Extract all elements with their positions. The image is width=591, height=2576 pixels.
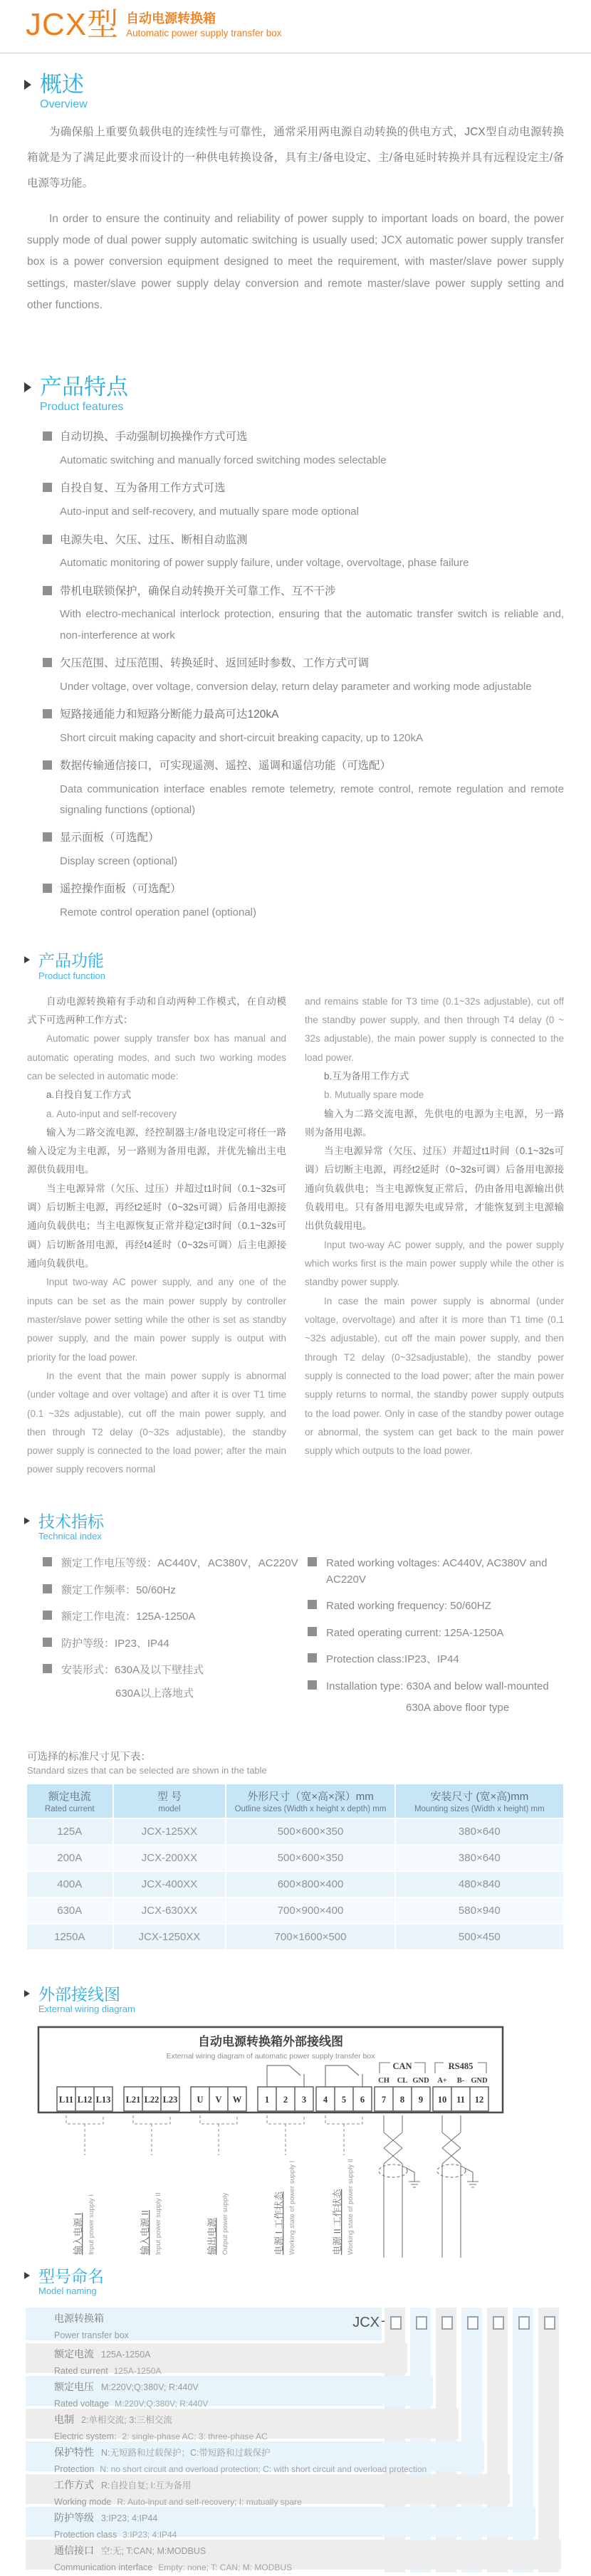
can-pin-label: CH: [378, 2076, 389, 2085]
naming-value-en: R: Auto-input and self-recovery; I: mutually spare: [117, 2497, 302, 2508]
naming-value-zh: N:无短路和过载保护；C:带短路和过载保护: [101, 2448, 271, 2459]
naming-label-en: Electric system:: [54, 2431, 117, 2442]
spec-en: Installation type: 630A and below wall-mounted: [326, 1680, 549, 1692]
technical-columns: [43, 1556, 564, 1727]
terminal-label: L22: [144, 2094, 159, 2105]
function-paragraph: b.互为备用工作方式: [324, 1070, 409, 1082]
table-cell: 500×600×350: [226, 1845, 394, 1870]
can-pin-label: GND: [412, 2076, 429, 2085]
table-cell: JCX-200XX: [114, 1845, 226, 1870]
spec-zh: 防护等级：IP23、IP44: [61, 1637, 169, 1650]
square-bullet-icon: [43, 483, 52, 492]
feature-zh: 自投自复、互为备用工作方式可选: [60, 482, 226, 495]
twisted-pair-icon: [379, 2115, 478, 2258]
spec-zh-line2: 630A以上落地式: [115, 1687, 194, 1700]
naming-row: [26, 2507, 535, 2540]
group-label-en: Input power supply II: [155, 2192, 162, 2255]
square-bullet-icon: [43, 431, 52, 441]
table-cell: 630A: [27, 1898, 113, 1923]
terminal-label: L21: [125, 2094, 141, 2105]
function-paragraph: 当主电源异常（欠压、过压）并超过t1时间（0.1~32s可调）后切断主电源，再经t2延时（0~32s可调）后备用电源接通向负载供电；当主电源恢复正常后，仍由备用电源输出供负载用电。只有备用电源失电或异常，才能恢复到主电源输出供负载用电。: [305, 1146, 564, 1232]
table-cell: 380×640: [396, 1845, 563, 1870]
feature-en: With electro-mechanical interlock protection, ensuring that the automatic transfer switch is reliable and, non-interference at work: [60, 608, 564, 642]
section-arrow-icon: [24, 1990, 30, 1997]
product-title-zh: 自动电源转换箱: [126, 11, 216, 26]
feature-en: Auto-input and self-recovery, and mutually spare mode optional: [60, 506, 359, 518]
rs485-pin-label: GND: [471, 2076, 488, 2085]
square-bullet-icon: [43, 1638, 52, 1647]
terminal-label: L11: [58, 2094, 74, 2105]
column-header: 安装尺寸 (宽×高)mm Mounting sizes (Width x height) mm: [396, 1784, 563, 1818]
section-title-en: Model naming: [38, 2286, 97, 2297]
terminal-label: L12: [77, 2094, 93, 2105]
group-label-en: Working state of power supply I: [288, 2160, 296, 2255]
product-title-en: Automatic power supply transfer box: [126, 27, 282, 38]
spec-en: Rated working frequency: 50/60HZ: [326, 1600, 491, 1613]
naming-label-zh: 额定电压: [54, 2381, 94, 2393]
feature-item: [43, 758, 564, 820]
section-technical-heading: [24, 1512, 565, 1543]
terminal-label: 4: [323, 2094, 328, 2105]
feature-zh: 短路接通能力和短路分断能力最高可达120kA: [60, 708, 279, 721]
section-title-en: Product features: [40, 400, 124, 413]
section-title-en: Technical index: [38, 1531, 102, 1542]
square-bullet-icon: [43, 709, 52, 718]
table-cell: 700×1600×500: [226, 1925, 394, 1949]
table-row: [27, 1845, 563, 1870]
feature-zh: 数据传输通信接口，可实现遥测、遥控、遥调和遥信功能（可选配）: [60, 759, 392, 772]
table-cell: JCX-630XX: [114, 1898, 226, 1923]
section-title-zh: 产品功能: [38, 951, 104, 970]
feature-item: [43, 706, 564, 748]
square-bullet-icon: [43, 832, 52, 842]
group-label-zh: 输入电源 I: [73, 2212, 83, 2255]
function-paragraph: Automatic power supply transfer box has manual and automatic operating modes, and such two working modes can be selected in automatic mode:: [27, 1033, 286, 1082]
naming-row: [26, 2474, 510, 2508]
naming-value-zh: M:220V;Q:380V; R:440V: [101, 2382, 199, 2393]
section-naming-heading: [24, 2267, 565, 2298]
group-label-zh: 输出电源: [206, 2217, 217, 2255]
table-cell: 480×840: [396, 1872, 563, 1897]
feature-item: [43, 881, 564, 923]
square-bullet-icon: [43, 760, 52, 770]
naming-row: [26, 2376, 433, 2409]
section-title-en: Product function: [38, 970, 105, 981]
feature-en: Data communication interface enables remote telemetry, remote control, remote regulation and remote signaling functions (optional): [60, 782, 564, 816]
terminal-label: 5: [341, 2094, 347, 2105]
function-columns: [27, 993, 564, 1480]
section-title-en: Overview: [40, 98, 88, 110]
table-cell: 500×450: [396, 1925, 563, 1949]
feature-item: [43, 829, 564, 871]
group-label-en: Input power supply I: [88, 2194, 95, 2255]
function-paragraph: 自动电源转换箱有手动和自动两种工作模式，在自动模式下可选两种工作方式：: [27, 995, 286, 1025]
group-label-zh: 电源 I 工作状态: [273, 2192, 284, 2255]
rs485-pin-label: A+: [437, 2076, 447, 2085]
model-prefix: JCX: [352, 2315, 380, 2331]
group-label-en: Working state of power supply II: [347, 2158, 355, 2255]
naming-value-en: 2: single-phase AC; 3: three-phase AC: [122, 2431, 268, 2442]
spec-en-line2: 630A above floor type: [406, 1702, 510, 1714]
feature-zh: 电源失电、欠压、过压、断相自动监测: [60, 533, 248, 546]
naming-label-en: Working mode: [54, 2497, 112, 2508]
table-row: [27, 1898, 563, 1923]
naming-value-zh: 空:无; T:CAN; M:MODBUS: [101, 2546, 206, 2557]
product-model: JCX型: [26, 7, 120, 42]
terminal-label: 3: [301, 2094, 307, 2105]
table-cell: 125A: [27, 1819, 113, 1844]
feature-list: [43, 429, 564, 923]
function-paragraph: Input two-way AC power supply, and the power supply which works first is the main power supply while the other is standby power supply.: [305, 1239, 564, 1288]
function-right-column: [305, 993, 564, 1480]
terminal-label: 1: [264, 2094, 270, 2105]
terminal-label: 12: [474, 2094, 484, 2105]
naming-row: [26, 2308, 382, 2340]
naming-row: [26, 2409, 459, 2442]
feature-en: Short circuit making capacity and short-circuit breaking capacity, up to 120kA: [60, 731, 423, 744]
naming-value-en: M:220V;Q:380V; R:440V: [115, 2399, 209, 2409]
table-cell: 700×900×400: [226, 1898, 394, 1923]
model-naming-ladder: [26, 2308, 564, 2572]
naming-row: [26, 2343, 407, 2377]
feature-item: [43, 583, 564, 646]
terminal-label: 6: [360, 2094, 365, 2105]
table-row: [27, 1925, 563, 1949]
naming-label-zh: 额定电流: [54, 2348, 94, 2360]
feature-en: Under voltage, over voltage, conversion delay, return delay parameter and working mode adjustable: [60, 680, 532, 693]
terminal-label: L23: [162, 2094, 178, 2105]
section-features-heading: [24, 375, 565, 414]
table-cell: JCX-1250XX: [114, 1925, 226, 1949]
table-cell: 500×600×350: [226, 1819, 394, 1844]
feature-item: [43, 532, 564, 574]
table-row: [27, 1872, 563, 1897]
column-header: 外形尺寸（宽×高×深）mm Outline sizes (Width x height x depth) mm: [226, 1784, 394, 1818]
function-paragraph: In case the main power supply is abnormal (under voltage, overvoltage) and after it is more than T1 time (0.1 ~32s adjustable), cut off the main power supply, and then through T2 delay (0~32sadjustable), the standby power supply is connected to the load power; after the main power supply returns to normal, the standby power supply outputs to the load power. Only in case of the standby power outage or abnormal, the system can get back to the main power supply which outputs to the load power.: [305, 1295, 564, 1457]
naming-value-en: Empty: none; T: CAN; M: MODBUS: [158, 2562, 293, 2573]
diagram-title-en: External wiring diagram of automatic power supply transfer box: [166, 2051, 375, 2061]
naming-label-en: Communication interface: [54, 2562, 153, 2573]
terminal-label: V: [215, 2094, 222, 2105]
spec-zh: 安装形式：630A及以下壁挂式: [61, 1664, 204, 1677]
feature-zh: 带机电联锁保护，确保自动转换开关可靠工作、互不干涉: [60, 585, 336, 597]
function-paragraph: and remains stable for T3 time (0.1~32s adjustable), cut off the standby power supply, and then through T4 delay (0 ~ 32s adjustable), the main power supply is connected to the load power.: [305, 995, 564, 1063]
section-wiring-heading: [24, 1985, 565, 2016]
square-bullet-icon: [308, 1653, 317, 1663]
terminal-label: L13: [95, 2094, 111, 2105]
naming-label-en: Power transfer box: [54, 2330, 129, 2341]
table-cell: 1250A: [27, 1925, 113, 1949]
section-title-zh: 型号命名: [38, 2266, 104, 2286]
section-title-en: External wiring diagram: [38, 2004, 135, 2015]
column-header: 额定电流 Rated current: [27, 1784, 113, 1818]
terminal-label: U: [197, 2094, 204, 2105]
square-bullet-icon: [43, 586, 52, 595]
function-paragraph: Input two-way AC power supply, and any one of the inputs can be set as the main power supply by controller master/slave power setting while the other is set as standby power supply, and the main power supply is output with priority for the load power.: [27, 1277, 286, 1363]
can-bus-label: CAN: [392, 2061, 412, 2071]
section-function-heading: [24, 951, 565, 982]
naming-value-zh: 3:IP23; 4:IP44: [101, 2513, 158, 2524]
technical-en-column: [308, 1556, 564, 1727]
function-left-column: [27, 993, 286, 1480]
naming-label-zh: 防护等级: [54, 2512, 94, 2524]
naming-value-en: 3:IP23; 4:IP44: [122, 2530, 177, 2540]
square-bullet-icon: [43, 884, 52, 893]
terminal-label: 11: [456, 2094, 465, 2105]
feature-en: Display screen (optional): [60, 855, 178, 868]
square-bullet-icon: [43, 1664, 52, 1673]
section-arrow-icon: [24, 2272, 30, 2279]
feature-item: [43, 655, 564, 697]
terminal-label: 2: [283, 2094, 288, 2105]
overview-paragraph-en: In order to ensure the continuity and reliability of power supply to important loads on board, the power supply mode of dual power supply automatic switching is usually used; JCX automatic power supply transfer box is a power conversion equipment designed to meet the requirement, with master/slave power supply settings, master/slave power supply delay conversion and remote master/slave power supply setting and other functions.: [27, 212, 564, 311]
feature-zh: 欠压范围、过压范围、转换延时、返回延时参数、工作方式可调: [60, 656, 370, 669]
function-paragraph: b. Mutually spare mode: [324, 1089, 424, 1101]
naming-label-en: Protection: [54, 2464, 95, 2475]
naming-label-en: Rated current: [54, 2366, 108, 2377]
model-digit-box: [390, 2316, 402, 2330]
terminal-label: 8: [399, 2094, 405, 2105]
naming-label-zh: 工作方式: [54, 2479, 94, 2491]
table-cell: 380×640: [396, 1819, 563, 1844]
naming-value-en: 125A-1250A: [113, 2366, 162, 2377]
square-bullet-icon: [43, 535, 52, 544]
square-bullet-icon: [308, 1680, 317, 1690]
wiring-diagram-svg: [37, 2026, 507, 2261]
sizes-note-zh: 可选择的标准尺寸见下表：: [27, 1751, 151, 1763]
overview-body: [27, 120, 564, 316]
square-bullet-icon: [308, 1557, 317, 1566]
function-paragraph: a. Auto-input and self-recovery: [46, 1108, 177, 1119]
naming-value-zh: 2:单相交流; 3:三相交流: [81, 2415, 172, 2426]
table-cell: 200A: [27, 1845, 113, 1870]
spec-en: Protection class:IP23、IP44: [326, 1653, 459, 1666]
overview-paragraph-zh: 为确保船上重要负载供电的连续性与可靠性，通常采用两电源自动转换的供电方式，JCX型自动电源转换箱就是为了满足此要求而设计的一种供电转换设备，具有主/备电设定、主/备电延时转换并具有远程设定主/备电源等功能。: [27, 125, 564, 190]
section-arrow-icon: [24, 956, 30, 963]
spec-en: Rated operating current: 125A-1250A: [326, 1626, 504, 1639]
function-paragraph: 输入为二路交流电源，先供电的电源为主电源，另一路则为备用电源。: [305, 1108, 564, 1138]
can-pin-label: CL: [397, 2076, 408, 2085]
terminal-label: W: [232, 2094, 242, 2105]
feature-zh: 遥控操作面板（可选配）: [60, 883, 182, 896]
product-title-block: [126, 11, 281, 39]
table-row: [27, 1819, 563, 1844]
feature-zh: 自动切换、手动强制切换操作方式可选: [60, 431, 248, 444]
square-bullet-icon: [308, 1627, 317, 1636]
square-bullet-icon: [43, 1611, 52, 1620]
feature-item: [43, 480, 564, 522]
table-cell: 580×940: [396, 1898, 563, 1923]
square-bullet-icon: [43, 658, 52, 667]
naming-label-en: Rated voltage: [54, 2399, 110, 2409]
model-digit-box: [416, 2316, 427, 2330]
group-label-en: Output power supply: [221, 2192, 229, 2255]
digit-strip: [538, 2308, 559, 2572]
naming-value-zh: R:自投自复; I:互为备用: [101, 2481, 192, 2491]
naming-label-zh: 电制: [54, 2414, 74, 2426]
square-bullet-icon: [43, 1584, 52, 1593]
square-bullet-icon: [43, 1557, 52, 1566]
sizes-note-en: Standard sizes that can be selected are shown in the table: [27, 1764, 267, 1776]
naming-label-en: Protection class: [54, 2530, 117, 2540]
section-title-zh: 外部接线图: [38, 1984, 120, 2004]
page-header: [0, 0, 591, 41]
model-dash: -: [381, 2313, 385, 2328]
model-digit-box: [467, 2316, 478, 2330]
terminal-label: 7: [381, 2094, 387, 2105]
section-overview-heading: [24, 72, 565, 112]
rs485-pin-label: B-: [456, 2076, 465, 2085]
model-digit-box: [441, 2316, 453, 2330]
naming-value-zh: 125A-1250A: [101, 2350, 151, 2360]
terminal-label: 10: [437, 2094, 447, 2105]
naming-row: [26, 2540, 561, 2573]
naming-value-en: N: no short circuit and overload protection; C: with short circuit and overload protection: [100, 2464, 427, 2475]
rs485-bus-label: RS485: [448, 2061, 474, 2071]
table-cell: JCX-125XX: [114, 1819, 226, 1844]
table-cell: JCX-400XX: [114, 1872, 226, 1897]
table-cell: 400A: [27, 1872, 113, 1897]
naming-row: [26, 2441, 484, 2475]
naming-label-zh: 保护特性: [54, 2446, 94, 2459]
group-leader-lines: [66, 2115, 362, 2155]
feature-en: Automatic switching and manually forced switching modes selectable: [60, 454, 387, 467]
model-digit-box: [493, 2316, 504, 2330]
feature-item: [43, 429, 564, 471]
feature-zh: 显示面板（可选配）: [60, 832, 159, 844]
spec-zh: 额定工作频率：50/60Hz: [61, 1583, 176, 1596]
square-bullet-icon: [308, 1600, 317, 1609]
group-label-zh: 输入电源 II: [140, 2210, 150, 2255]
section-arrow-icon: [24, 1517, 30, 1524]
function-paragraph: 输入为二路交流电源，经控制器主/备电设定可将任一路输入设定为主电源，另一路则为备用电源，并优先输出主电源供负载用电。: [27, 1126, 286, 1176]
feature-en: Remote control operation panel (optional): [60, 906, 256, 919]
naming-label-zh: 电源转换箱: [54, 2313, 104, 2325]
section-title-zh: 概述: [40, 72, 84, 98]
section-arrow-icon: [24, 382, 31, 392]
function-paragraph: In the event that the main power supply is abnormal (under voltage and over voltage) and after it is over T1 time (0.1 ~32s adjustable), cut off the main power supply, and then through T2 delay (0~32s adjustable), the standby power supply is connected to the load power; after the main power supply recovers normal: [27, 1370, 286, 1475]
spec-zh: 额定工作电压等级：AC440V，AC380V，AC220V: [61, 1557, 298, 1570]
spec-zh: 额定工作电流：125A-1250A: [61, 1611, 196, 1623]
section-arrow-icon: [24, 80, 31, 90]
naming-label-zh: 通信接口: [54, 2545, 94, 2557]
function-paragraph: 当主电源异常（欠压、过压）并超过t1时间（0.1~32s可调）后切断主电源，再经t2延时（0~32s可调）后备用电源接通向负载供电；当主电源恢复正常并稳定t3时间（0.1~32s可调）后切断备用电源，再经t4延时（0~32s可调）后主电源接通向负载供电。: [27, 1183, 286, 1269]
section-title-zh: 技术指标: [38, 1512, 104, 1531]
spec-en: Rated working voltages: AC440V, AC380V and AC220V: [326, 1557, 548, 1586]
table-header-row: [27, 1784, 563, 1818]
model-digit-box: [544, 2316, 555, 2330]
column-header: 型 号 model: [114, 1784, 226, 1818]
group-labels: [73, 2159, 355, 2255]
terminal-label: 9: [418, 2094, 424, 2105]
diagram-title-zh: 自动电源转换箱外部接线图: [198, 2034, 343, 2048]
group-label-zh: 电源 II 工作状态: [332, 2189, 342, 2255]
feature-en: Automatic monitoring of power supply failure, under voltage, overvoltage, phase failure: [60, 557, 469, 570]
wiring-diagram: [37, 2026, 591, 2264]
section-title-zh: 产品特点: [40, 374, 128, 399]
function-paragraph: a.自投自复工作方式: [46, 1089, 132, 1101]
table-cell: 600×800×400: [226, 1872, 394, 1897]
technical-zh-column: [43, 1556, 299, 1727]
model-digit-box: [518, 2316, 530, 2330]
sizes-table: [26, 1783, 565, 1951]
